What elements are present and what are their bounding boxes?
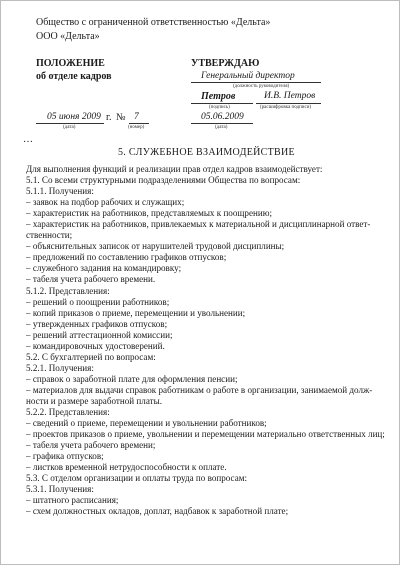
body-line: – утвержденных графиков отпусков; [26,318,168,329]
approver-signature-line [191,103,253,104]
body-line: – табеля учета рабочего времени. [26,274,156,285]
omitted-text-ellipsis: … [23,134,33,145]
body-line: – заявок на подбор рабочих и служащих; [26,197,185,208]
approver-name: И.В. Петров [264,91,316,101]
body-line: 5.1.2. Представления: [26,285,110,296]
approver-position: Генеральный директор [201,71,295,81]
body-line: – предложений по составлению графиков отпусков; [26,252,227,263]
body-line: – решений аттестационной комиссии; [26,329,173,340]
approver-position-line [191,82,321,83]
approver-signature-caption: (подпись) [209,105,230,110]
body-line: Для выполнения функций и реализации прав отдел кадров взаимодействует: [26,164,323,174]
body-line: 5.1.1. Получения: [26,186,94,197]
body-line: – справок о заработной плате для оформления пенсии; [26,373,238,384]
approval-date-line [191,123,253,124]
body-line: 5.1. Со всеми структурными подразделениями Общества по вопросам: [26,175,301,186]
organization-short-name: ООО «Дельта» [36,31,100,42]
approver-name-line [256,103,321,104]
body-line: – штатного расписания; [26,495,119,506]
approval-date: 05.06.2009 [201,112,244,122]
body-line: ности и размере заработной платы. [26,395,162,406]
body-line: – решений о поощрении работников; [26,296,170,307]
document-date-caption: (дата) [63,125,76,130]
body-line: – характеристик на работников, привлекаемых к материальной и дисциплинарной ответ- [26,219,371,230]
body-line: – сведений о приеме, перемещении и увольнении работников; [26,418,267,429]
document-number: 7 [134,112,139,122]
document-number-caption: (номер) [128,125,145,130]
body-line: 5.2.2. Представления: [26,407,110,418]
approval-date-caption: (дата) [215,125,228,130]
body-line: ственности; [26,230,73,241]
body-line: – табеля учета рабочего времени; [26,440,156,451]
document-number-line [129,123,149,124]
organization-full-name: Общество с ограниченной ответственностью «Дельта» [36,17,271,28]
body-line: – листков временной нетрудоспособности к оплате. [26,462,227,473]
body-line: – материалов для выдачи справок работникам о работе в организации, занимаемой долж- [26,384,373,395]
body-line: – схем должностных окладов, доплат, надбавок к заработной плате; [26,506,289,517]
section-body [26,164,386,518]
body-line: – графика отпусков; [26,451,104,462]
approver-name-caption: (расшифровка подписи) [260,105,312,110]
approver-position-caption: (должность руководителя) [233,84,290,89]
document-date-line [36,123,104,124]
body-line: – объяснительных записок от нарушителей трудовой дисциплины; [26,241,285,252]
body-line: – командировочных удостоверений. [26,340,165,351]
body-line: 5.3.1. Получения: [26,484,94,495]
approval-heading: УТВЕРЖДАЮ [191,58,260,69]
body-line: 5.2.1. Получения: [26,362,94,373]
body-line: 5.3. С отделом организации и оплаты труда по вопросам: [26,473,248,484]
document-date-suffix: г. [106,112,112,123]
document-date: 05 июня 2009 [47,112,101,122]
body-line: – копий приказов о приеме, перемещении и увольнении; [26,307,246,318]
body-line: 5.2. С бухгалтерией по вопросам: [26,351,156,362]
document-title: ПОЛОЖЕНИЕ [36,58,105,69]
approver-signature: Петров [201,91,236,102]
body-line: – служебного задания на командировку; [26,263,182,274]
body-line: – проектов приказов о приеме, увольнении и перемещении материально ответственных лиц; [26,429,385,440]
section-title: 5. СЛУЖЕБНОЕ ВЗАИМОДЕЙСТВИЕ [118,147,295,158]
body-line: – характеристик на работников, представляемых к поощрению; [26,208,273,219]
document-subtitle: об отделе кадров [36,71,112,82]
document-number-sign: № [116,112,126,123]
